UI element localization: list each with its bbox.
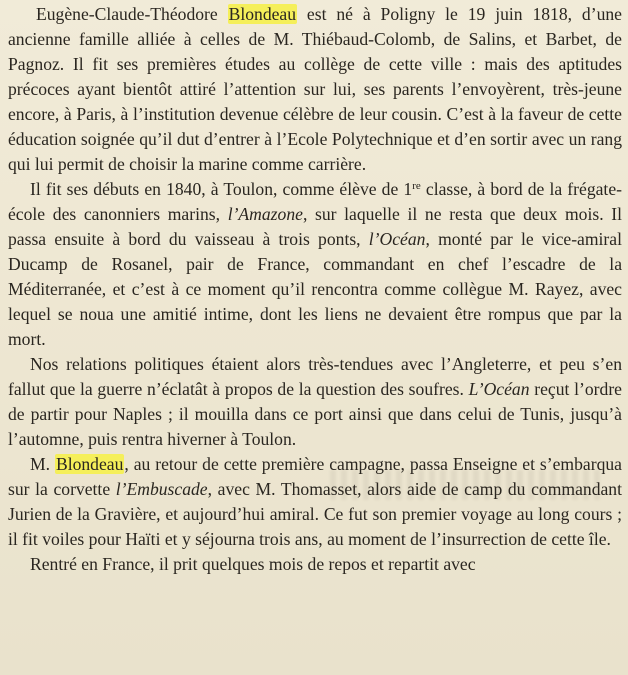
- text-run: M.: [30, 454, 55, 474]
- highlighted-name: Blondeau: [55, 454, 124, 474]
- ship-name: L’Océan: [468, 379, 530, 399]
- ordinal-superscript: re: [412, 180, 421, 192]
- ship-name: l’Océan: [368, 229, 426, 249]
- text-run: Eugène-Claude-Théodore: [36, 4, 228, 24]
- ship-name: l’Embuscade: [115, 479, 208, 499]
- paragraph-3: [8, 352, 622, 452]
- text-run: Rentré en France, il prit quelques mois de repos et repartit avec: [30, 554, 476, 574]
- text-run: Nos relations politiques étaient alors très-tendues avec l’Angleterre, et peu s’en fallut que la guerre n’éclatât à propos de la question des soufres.: [8, 354, 622, 399]
- paragraph-4: [8, 452, 622, 552]
- text-run: est né à Poligny le 19 juin 1818, d’une ancienne famille alliée à celles de M. Thiébaud-Colomb, de Salins, et Barbet, de Pagnoz. Il fit ses premières études au collège de cette ville : mais des aptitudes précoces ayant bientôt attiré l’attention sur lui, ses parents l’envoyèrent, très-jeune encore, à Paris, à l’institution devenue célèbre de leur cousin. C’est à la faveur de cette éducation soignée qu’il dut d’entrer à l’Ecole Polytechnique et d’en sortir avec un rang qui lui permit de choisir la marine comme carrière.: [8, 4, 622, 174]
- text-run: , au retour de cette première campagne, passa Enseigne et s’embarqua sur la corvette: [8, 454, 622, 499]
- paragraph-2: [8, 177, 622, 352]
- document-body: [8, 2, 622, 577]
- text-run: reçut l’ordre de partir pour Naples ; il mouilla dans ce port ainsi que dans celui de Tunis, jusqu’à l’automne, puis rentra hiverner à Toulon.: [8, 379, 622, 449]
- text-run: , monté par le vice-amiral Ducamp de Rosanel, pair de France, commandant en chef l’escadre de la Méditerranée, et c’est à ce moment qu’il rencontra comme collègue M. Rayez, avec lequel se noua une amitié intime, dont les liens ne devaient être rompus que par la mort.: [8, 229, 622, 349]
- text-run: , avec M. Thomasset, alors aide de camp du commandant Jurien de la Gravière, et aujourd’hui amiral. Ce fut son premier voyage au long cours ; il fit voiles pour Haïti et y séjourna trois ans, au moment de l’insurrection de cette île.: [8, 479, 622, 549]
- text-run: Il fit ses débuts en 1840, à Toulon, comme élève de 1: [30, 179, 413, 199]
- highlighted-name: Blondeau: [228, 4, 297, 24]
- ship-name: l’Amazone: [227, 204, 303, 224]
- text-run: , sur laquelle il ne resta que deux mois. Il passa ensuite à bord du vaisseau à trois ponts,: [8, 204, 622, 249]
- paragraph-1: [8, 2, 622, 177]
- text-run: classe, à bord de la frégate-école des canonniers marins,: [8, 179, 622, 224]
- paragraph-5: [8, 552, 622, 577]
